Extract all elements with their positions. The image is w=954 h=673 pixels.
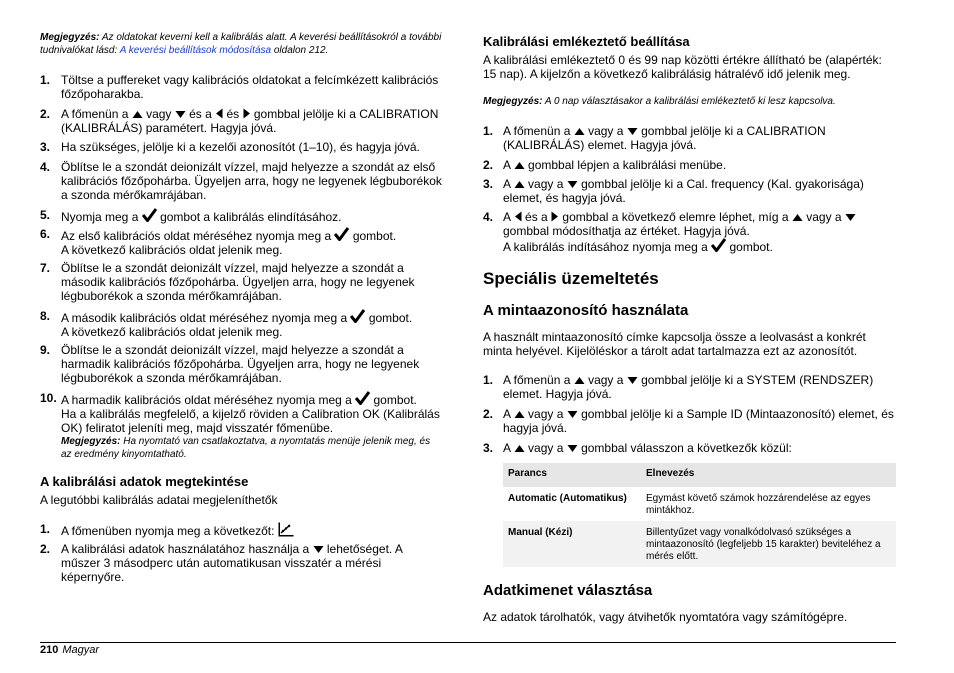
step-text <box>503 177 896 205</box>
step-text-part: A <box>503 177 511 191</box>
check-icon <box>334 227 349 241</box>
step-number: 1. <box>40 73 51 87</box>
step-3 <box>40 140 443 154</box>
footer-language: Magyar <box>62 644 100 656</box>
view-step-1 <box>40 522 443 538</box>
step-text: Öblítse le a szondát deionizált vízzel, majd helyezze a szondát a második kalibrációs főzőpohárba. Ügyeljen arra, hogy ne legyenek légbuborékok a szonda mérőkamrájában. <box>61 261 415 303</box>
step-6 <box>40 227 443 257</box>
step-number: 6. <box>40 227 51 241</box>
step-number: 9. <box>40 343 51 357</box>
step-text-part: A főmenüben nyomja meg a következőt: <box>61 524 275 538</box>
step-text-part: gombot. <box>729 240 773 254</box>
up-arrow-icon <box>792 213 803 222</box>
special-operations-heading: Speciális üzemeltetés <box>483 269 659 288</box>
step-number: 5. <box>40 208 51 222</box>
step-text-part: vagy a <box>588 124 624 138</box>
up-arrow-icon <box>514 410 525 419</box>
calibration-data-icon <box>278 522 294 537</box>
table-header-description: Elnevezés <box>641 463 896 487</box>
step-text-part: gombbal módosíthatja az értéket. Hagyja jóvá. <box>503 224 750 238</box>
sample-id-options-table <box>503 463 896 567</box>
note-text: Az oldatokat keverni kell a kalibrálás alatt. A keverési beállításokról a további tudnivalókat lásd: <box>40 32 442 56</box>
step-text-part: vagy <box>146 107 172 121</box>
mixing-settings-link[interactable]: A keverési beállítások módosítása <box>119 45 272 56</box>
step-text-part: gombbal jelölje ki a CALIBRATION (KALIBRÁLÁS) paramétert. Hagyja jóvá. <box>61 107 439 135</box>
step-number: 7. <box>40 261 51 275</box>
step-text-part: vagy a <box>806 210 842 224</box>
step-text-part: gombot. <box>368 311 413 325</box>
reminder-step-1 <box>483 124 896 152</box>
step-number: 3. <box>483 177 494 191</box>
up-arrow-icon <box>132 110 143 119</box>
sample-id-heading: A mintaazonosító használata <box>483 302 689 319</box>
step-text: Öblítse le a szondát deionizált vízzel, majd helyezze a szondát a harmadik kalibrációs főzőpohárba. Ügyeljen arra, hogy ne legyenek légbuborékok a szonda mérőkamrájában. <box>61 343 420 385</box>
step-text <box>61 208 443 224</box>
down-arrow-icon <box>175 110 186 119</box>
reminder-step-3 <box>483 177 896 205</box>
note-text: Ha nyomtató van csatlakoztatva, a nyomtatás menüje jelenik meg, és az eredmény kinyomtatható. <box>61 436 431 460</box>
step-text-part: A <box>503 441 511 455</box>
reminder-step-4 <box>483 210 896 254</box>
view-calibration-heading: A kalibrálási adatok megtekintése <box>40 474 249 489</box>
step-text <box>61 227 443 257</box>
step-text-part: vagy a <box>528 177 564 191</box>
step-number: 3. <box>40 140 51 154</box>
step-text-part: gombbal lépjen a kalibrálási menübe. <box>528 158 727 172</box>
step-number: 8. <box>40 309 51 323</box>
note-page-ref: oldalon 212. <box>273 45 329 56</box>
up-arrow-icon <box>574 376 585 385</box>
step-text-part: Az első kalibrációs oldat méréséhez nyomja meg a <box>61 229 332 243</box>
step-7 <box>40 261 443 303</box>
step-4 <box>40 160 443 202</box>
step-text-part: vagy a <box>528 441 564 455</box>
step-text-part: A főmenün a <box>61 107 129 121</box>
step-text-part: A <box>503 210 511 224</box>
check-icon <box>355 391 370 405</box>
step-2 <box>40 107 443 135</box>
step-text: Töltse a puffereket vagy kalibrációs oldatokat a felcímkézett kalibrációs főzőpoharakba. <box>61 73 439 101</box>
up-arrow-icon <box>514 180 525 189</box>
table-header-command: Parancs <box>503 463 641 487</box>
step-text <box>61 107 443 135</box>
step-text-part: és a <box>189 107 212 121</box>
step-text-part: A <box>503 158 511 172</box>
step-text-part: A <box>503 407 511 421</box>
step-number: 1. <box>483 373 494 387</box>
step-text <box>503 407 896 435</box>
intro-note <box>40 31 443 57</box>
sample-step-2 <box>483 407 896 435</box>
step-text-part: gombot a kalibrálás elindításához. <box>160 210 342 224</box>
table-row <box>503 487 896 521</box>
step-text: Ha szükséges, jelölje ki a kezelői azonosítót (1–10), és hagyja jóvá. <box>61 140 420 154</box>
step-number: 1. <box>483 124 494 138</box>
step-number: 4. <box>40 160 51 174</box>
step-text-part: A második kalibrációs oldat méréséhez nyomja meg a <box>61 311 348 325</box>
table-cell-description: Egymást követő számok hozzárendelése az egyes mintákhoz. <box>641 487 896 521</box>
step-text-part: A főmenün a <box>503 124 571 138</box>
step-text <box>61 522 443 538</box>
step-9 <box>40 343 443 385</box>
step-text <box>503 373 896 401</box>
note-label: Megjegyzés: <box>40 32 100 43</box>
down-arrow-icon <box>567 180 578 189</box>
step-number: 2. <box>483 407 494 421</box>
left-arrow-icon <box>514 211 522 222</box>
step-1 <box>40 73 443 101</box>
step-text-part: A kalibrálási adatok használatához használja a <box>61 542 310 556</box>
step-8 <box>40 309 443 339</box>
step-text: Öblítse le a szondát deionizált vízzel, majd helyezze a szondát az első kalibrációs főzőpohárba. Ügyeljen arra, hogy ne legyenek légbuborékok a szonda mérőkamrájában. <box>61 160 442 202</box>
step-text-part: A kalibrálás indításához nyomja meg a <box>503 240 708 254</box>
step-number: 2. <box>483 158 494 172</box>
reminder-body: A kalibrálási emlékeztető 0 és 99 nap közötti értékre állítható be (alapérték: 15 nap). A kijelzőn a következő kalibrálásig hátralévő idő jelenik meg. <box>483 53 882 81</box>
step-text <box>503 124 896 152</box>
down-arrow-icon <box>567 410 578 419</box>
step-text-part: gombbal jelölje ki a CALIBRATION (KALIBRÁLÁS) elemet. Hagyja jóvá. <box>503 124 826 152</box>
step-text-part: gombbal válasszon a következők közül: <box>581 441 792 455</box>
step-text-part: Ha a kalibrálás megfelelő, a kijelző röviden a Calibration OK (Kalibrálás OK) feliratot jeleníti meg, majd visszatér főmenübe. <box>61 407 440 435</box>
step-text-part: vagy a <box>528 407 564 421</box>
down-arrow-icon <box>567 444 578 453</box>
step-text <box>61 542 443 584</box>
left-arrow-icon <box>215 108 223 119</box>
step-text-part: gombot. <box>352 229 397 243</box>
table-row <box>503 521 896 567</box>
reminder-heading: Kalibrálási emlékeztető beállítása <box>483 34 690 49</box>
step-text-part: gombbal jelölje ki a SYSTEM (RENDSZER) elemet. Hagyja jóvá. <box>503 373 874 401</box>
view-step-2 <box>40 542 443 584</box>
check-icon <box>711 238 726 252</box>
page-footer <box>40 644 99 657</box>
reminder-step-2 <box>483 158 896 172</box>
step-text-part: Nyomja meg a <box>61 210 139 224</box>
up-arrow-icon <box>574 127 585 136</box>
step-number: 4. <box>483 210 494 224</box>
step-text-part: gombot. <box>373 393 417 407</box>
sample-id-body: A használt mintaazonosító címke kapcsolja össze a leolvasást a konkrét minta helyével. Kijelöléskor a tárolt adat tartalmazza ezt az azonosítót. <box>483 330 866 358</box>
check-icon <box>142 208 157 222</box>
page-number: 210 <box>40 644 59 656</box>
down-arrow-icon <box>627 127 638 136</box>
data-output-body: Az adatok tárolhatók, vagy átvihetők nyomtatóra vagy számítógépre. <box>483 610 848 624</box>
step-text-part: lehetőséget. A műszer 3 másodperc után automatikusan visszatér a mérési képernyőre. <box>61 542 403 584</box>
check-icon <box>350 309 365 323</box>
step-text <box>61 391 443 461</box>
step-10 <box>40 391 443 461</box>
step-text-part: gombbal a következő elemre léphet, míg a <box>562 210 789 224</box>
table-cell-description: Billentyűzet vagy vonalkódolvasó szükséges a mintaazonosító (legfeljebb 15 karakter) beviteléhez a mérés előtt. <box>641 521 896 567</box>
step-5 <box>40 208 443 224</box>
down-arrow-icon <box>845 213 856 222</box>
down-arrow-icon <box>313 545 324 554</box>
step-number: 2. <box>40 107 51 121</box>
up-arrow-icon <box>514 444 525 453</box>
down-arrow-icon <box>627 376 638 385</box>
step-text-part: vagy a <box>588 373 624 387</box>
note-label: Megjegyzés: <box>61 436 121 447</box>
right-arrow-icon <box>243 108 251 119</box>
reminder-note <box>483 95 896 108</box>
table-cell-command: Manual (Kézi) <box>503 521 641 567</box>
sample-step-1 <box>483 373 896 401</box>
sample-step-3 <box>483 441 896 455</box>
view-calibration-body: A legutóbbi kalibrálás adatai megjeleníthetők <box>40 493 278 507</box>
step-10-note <box>61 435 443 461</box>
step-number: 2. <box>40 542 51 556</box>
step-number: 10. <box>40 391 57 405</box>
table-cell-command: Automatic (Automatikus) <box>503 487 641 521</box>
step-text <box>503 158 896 172</box>
step-text <box>61 309 443 339</box>
step-number: 1. <box>40 522 51 536</box>
step-text <box>503 441 896 455</box>
step-text-part: gombbal jelölje ki a Cal. frequency (Kal. gyakorisága) elemet, és hagyja jóvá. <box>503 177 864 205</box>
step-text-part: és a <box>525 210 548 224</box>
data-output-heading: Adatkimenet választása <box>483 582 653 599</box>
footer-divider <box>40 642 896 643</box>
step-text-part: A következő kalibrációs oldat jelenik meg. <box>61 325 283 339</box>
step-text-part: A főmenün a <box>503 373 571 387</box>
step-text-part: gombbal jelölje ki a Sample ID (Mintaazonosító) elemet, és hagyja jóvá. <box>503 407 894 435</box>
note-label: Megjegyzés: <box>483 96 543 107</box>
step-text-part: A következő kalibrációs oldat jelenik meg. <box>61 243 283 257</box>
up-arrow-icon <box>514 161 525 170</box>
step-number: 3. <box>483 441 494 455</box>
step-text-part: és <box>226 107 240 121</box>
table-header-row <box>503 463 896 487</box>
step-text-part: A harmadik kalibrációs oldat méréséhez nyomja meg a <box>61 393 352 407</box>
step-text <box>503 210 896 254</box>
note-text: A 0 nap választásakor a kalibrálási emlékeztető ki lesz kapcsolva. <box>544 96 836 107</box>
right-arrow-icon <box>551 211 559 222</box>
